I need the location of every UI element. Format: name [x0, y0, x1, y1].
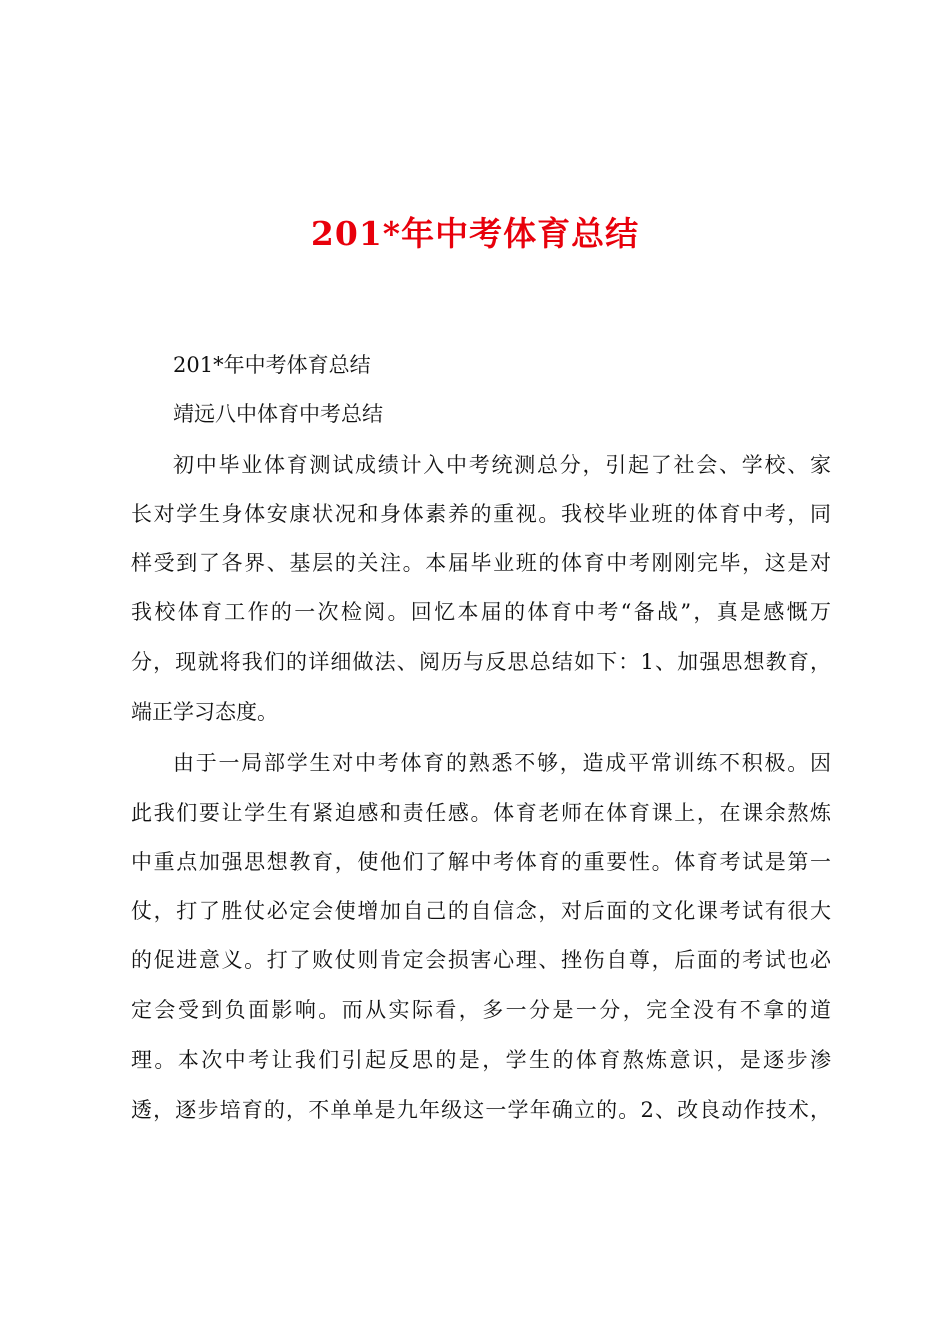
- paragraph-2-line: 定会受到负面影响。而从实际看，多一分是一分，完全没有不拿的道: [131, 998, 831, 1022]
- paragraph-2-line: 此我们要让学生有紧迫感和责任感。体育老师在体育课上，在课余熬炼: [131, 801, 831, 825]
- paragraph-2-line: 仗，打了胜仗必定会使增加自己的自信念，对后面的文化课考试有很大: [131, 899, 831, 923]
- paragraph-2-line: 的促进意义。打了败仗则肯定会损害心理、挫伤自尊，后面的考试也必: [131, 948, 831, 972]
- paragraph-1-line: 分，现就将我们的详细做法、阅历与反思总结如下：1、加强思想教育，: [131, 650, 831, 674]
- paragraph-2-line: 由于一局部学生对中考体育的熟悉不够，造成平常训练不积极。因: [173, 751, 831, 775]
- paragraph-2-line: 理。本次中考让我们引起反思的是，学生的体育熬炼意识，是逐步渗: [131, 1048, 831, 1072]
- subtitle: 201*年中考体育总结: [173, 353, 371, 377]
- paragraph-2-line: 透，逐步培育的，不单单是九年级这一学年确立的。2、改良动作技术，: [131, 1098, 831, 1122]
- paragraph-1-line: 我校体育工作的一次检阅。回忆本届的体育中考“备战”，真是感慨万: [131, 600, 831, 624]
- paragraph-1-line: 初中毕业体育测试成绩计入中考统测总分，引起了社会、学校、家: [173, 453, 831, 477]
- school-heading: 靖远八中体育中考总结: [173, 402, 383, 426]
- document-title: 201*年中考体育总结: [310, 214, 640, 253]
- paragraph-1-line: 长对学生身体安康状况和身体素养的重视。我校毕业班的体育中考，同: [131, 502, 831, 526]
- paragraph-1-line: 端正学习态度。: [131, 700, 278, 724]
- paragraph-1-line: 样受到了各界、基层的关注。本届毕业班的体育中考刚刚完毕，这是对: [131, 551, 831, 575]
- paragraph-2-line: 中重点加强思想教育，使他们了解中考体育的重要性。体育考试是第一: [131, 850, 831, 874]
